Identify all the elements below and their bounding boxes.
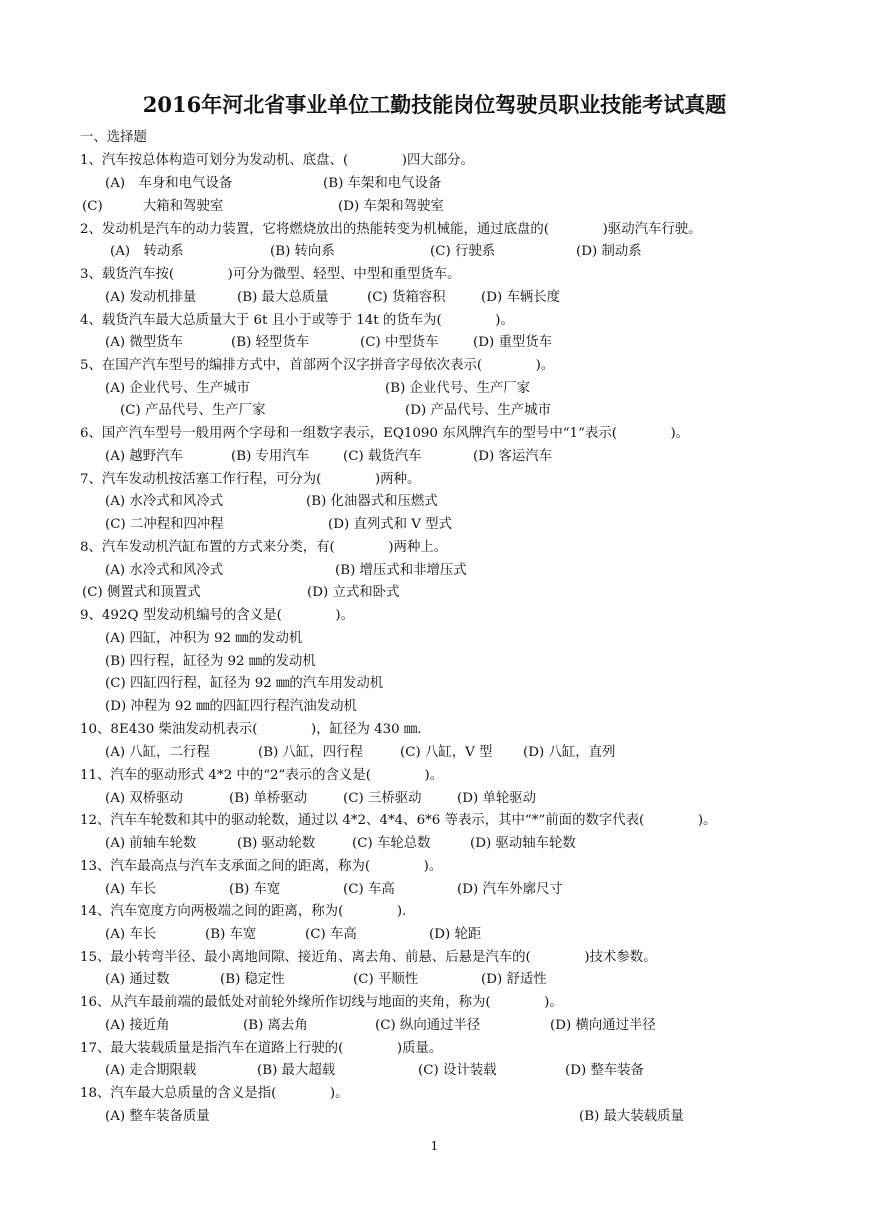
section-heading: 一、选择题 [80, 130, 147, 145]
answer-option: (D) 汽车外廓尺寸 [457, 882, 563, 897]
answer-option: (B) 最大超载 [257, 1063, 336, 1078]
question-q12: 12、汽车车轮数和其中的驱动轮数，通过以 4*2、4*4、6*6 等表示，其中“*”前面的数字代表( )。 [80, 813, 717, 828]
question-q13: 13、汽车最高点与汽车支承面之间的距离，称为( )。 [80, 859, 443, 874]
question-q18: 18、汽车最大总质量的含义是指( )。 [80, 1086, 349, 1101]
answer-option: (C) 二冲程和四冲程 [105, 517, 224, 532]
answer-option: (D) 单轮驱动 [457, 791, 537, 806]
answer-option: (D) 横向通过半径 [550, 1018, 656, 1033]
answer-option: (A) 八缸，二行程 [105, 745, 210, 760]
answer-option: (D) 重型货车 [473, 335, 553, 350]
answer-option: (A) 车长 [105, 882, 157, 897]
answer-option: (B) 稳定性 [220, 972, 285, 987]
answer-option: (C) 车高 [343, 882, 395, 897]
answer-option: (B) 驱动轮数 [237, 836, 316, 851]
answer-option: (B) 车宽 [205, 927, 257, 942]
answer-option: (B) 最大总质量 [237, 290, 329, 305]
answer-option: (A) 前轴车轮数 [105, 836, 197, 851]
question-q2: 2、发动机是汽车的动力装置，它将燃烧放出的热能转变为机械能，通过底盘的( )驱动汽车行驶。 [80, 222, 702, 237]
answer-option: (C) 货箱容积 [367, 290, 446, 305]
answer-option: (D) 整车装备 [565, 1063, 645, 1078]
answer-option: (A) 转动系 [110, 244, 184, 259]
answer-option: (B) 八缸，四行程 [258, 745, 363, 760]
question-q16: 16、从汽车最前端的最低处对前轮外缘所作切线与地面的夹角，称为( )。 [80, 995, 563, 1010]
answer-option: (A) 微型货车 [105, 335, 183, 350]
question-q1: 1、汽车按总体构造可划分为发动机、底盘、( )四大部分。 [80, 153, 474, 168]
question-q5: 5、在国产汽车型号的编排方式中，首部两个汉字拼音字母依次表示( )。 [80, 358, 555, 373]
answer-option: (D) 舒适性 [481, 972, 547, 987]
answer-option: (B) 增压式和非增压式 [335, 563, 467, 578]
answer-option: (A) 通过数 [105, 972, 170, 987]
answer-option: (A) 车身和电气设备 [105, 176, 233, 191]
question-q9: 9、492Q 型发动机编号的含义是( )。 [80, 608, 355, 623]
answer-option: (C) 三桥驱动 [343, 791, 422, 806]
answer-option: (A) 越野汽车 [105, 449, 183, 464]
answer-option: (C) 八缸，V 型 [400, 745, 493, 760]
option-q9-a: (A) 四缸，冲积为 92 ㎜的发动机 [105, 631, 303, 646]
answer-option: (C) 设计装载 [418, 1063, 497, 1078]
answer-option: (B) 单桥驱动 [229, 791, 308, 806]
answer-option: (B) 最大装载质量 [579, 1109, 684, 1124]
answer-option: (A) 企业代号、生产城市 [105, 381, 250, 396]
answer-option: (A) 接近角 [105, 1018, 170, 1033]
answer-option: (C) 车高 [305, 927, 357, 942]
answer-option: (D) 产品代号、生产城市 [405, 403, 551, 418]
answer-option: (C) 中型货车 [360, 335, 439, 350]
page-number: 1 [430, 1139, 439, 1153]
question-q3: 3、载货汽车按( )可分为微型、轻型、中型和重型货车。 [80, 267, 461, 282]
answer-option: (B) 车架和电气设备 [323, 176, 442, 191]
document-title: 2016年河北省事业单位工勤技能岗位驾驶员职业技能考试真题 [142, 92, 727, 117]
answer-option: (D) 车架和驾驶室 [338, 199, 444, 214]
answer-option: (C) 车轮总数 [352, 836, 431, 851]
answer-option: (C) 平顺性 [353, 972, 419, 987]
answer-option: (B) 车宽 [229, 882, 281, 897]
answer-option: (A) 双桥驱动 [105, 791, 183, 806]
answer-option: (C) 侧置式和顶置式 [82, 585, 201, 600]
answer-option: (C) 纵向通过半径 [375, 1018, 481, 1033]
answer-option: (C) 大箱和驾驶室 [82, 199, 224, 214]
answer-option: (A) 整车装备质量 [105, 1109, 210, 1124]
answer-option: (B) 化油器式和压燃式 [306, 494, 438, 509]
answer-option: (A) 发动机排量 [105, 290, 197, 305]
answer-option: (B) 轻型货车 [231, 335, 310, 350]
answer-option: (B) 专用汽车 [231, 449, 310, 464]
question-q7: 7、汽车发动机按活塞工作行程，可分为( )两种。 [80, 472, 421, 487]
question-q6: 6、国产汽车型号一般用两个字母和一组数字表示，EQ1090 东风牌汽车的型号中“1”表示( )。 [80, 426, 690, 441]
answer-option: (D) 驱动轴车轮数 [470, 836, 576, 851]
answer-option: (A) 车长 [105, 927, 157, 942]
answer-option: (C) 载货汽车 [343, 449, 422, 464]
answer-option: (A) 水冷式和风冷式 [105, 563, 224, 578]
answer-option: (D) 客运汽车 [473, 449, 553, 464]
answer-option: (B) 转向系 [270, 244, 335, 259]
option-q9-b: (B) 四行程，缸径为 92 ㎜的发动机 [105, 654, 316, 669]
answer-option: (B) 企业代号、生产厂家 [385, 381, 531, 396]
answer-option: (D) 八缸，直列 [523, 745, 616, 760]
answer-option: (D) 立式和卧式 [307, 585, 400, 600]
answer-option: (D) 轮距 [429, 927, 482, 942]
option-q9-c: (C) 四缸四行程，缸径为 92 ㎜的汽车用发动机 [105, 676, 384, 691]
question-q11: 11、汽车的驱动形式 4*2 中的“2”表示的含义是( )。 [80, 768, 444, 783]
question-q14: 14、汽车宽度方向两极端之间的距离，称为( ). [80, 904, 407, 919]
answer-option: (D) 车辆长度 [481, 290, 561, 305]
answer-option: (C) 行驶系 [430, 244, 496, 259]
question-q4: 4、载货汽车最大总质量大于 6t 且小于或等于 14t 的货车为( )。 [80, 313, 514, 328]
question-q8: 8、汽车发动机汽缸布置的方式来分类，有( )两种上。 [80, 540, 448, 555]
option-q9-d: (D) 冲程为 92 ㎜的四缸四行程汽油发动机 [105, 699, 357, 714]
answer-option: (B) 离去角 [243, 1018, 308, 1033]
answer-option: (D) 制动系 [576, 244, 642, 259]
question-q17: 17、最大装载质量是指汽车在道路上行驶的( )质量。 [80, 1041, 443, 1056]
answer-option: (A) 走合期限载 [105, 1063, 197, 1078]
question-q15: 15、最小转弯半径、最小离地间隙、接近角、离去角、前悬、后悬是汽车的( )技术参数。 [80, 950, 657, 965]
answer-option: (D) 直列式和 V 型式 [328, 517, 452, 532]
answer-option: (C) 产品代号、生产厂家 [120, 403, 266, 418]
answer-option: (A) 水冷式和风冷式 [105, 494, 224, 509]
question-q10: 10、8E430 柴油发动机表示( )，缸径为 430 ㎜. [80, 722, 422, 737]
